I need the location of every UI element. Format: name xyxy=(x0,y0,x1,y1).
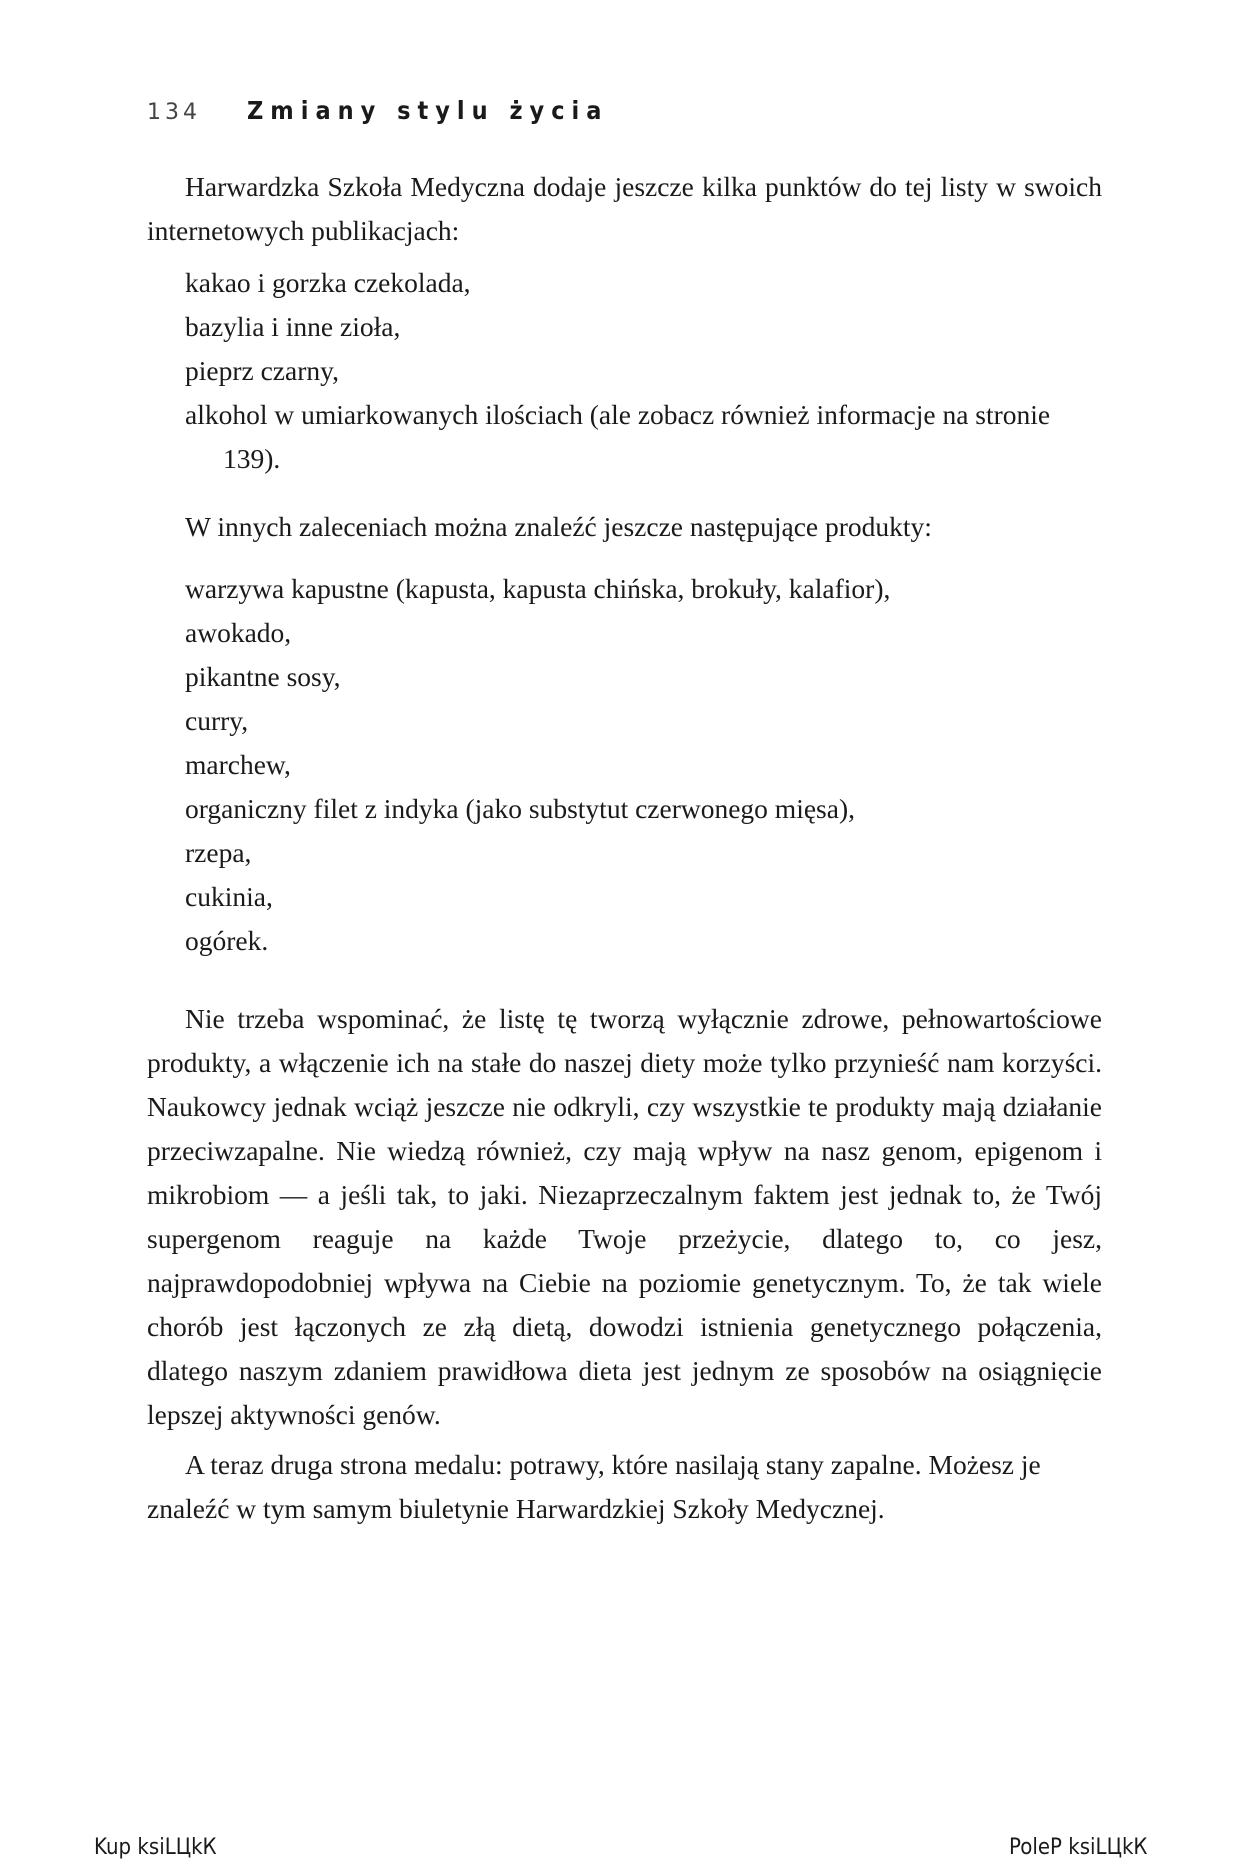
list-item: curry, xyxy=(185,705,249,736)
list-item: alkohol w umiarkowanych ilościach (ale zobacz również informacje na stronie 139). xyxy=(185,399,1051,474)
body-paragraph-2: A teraz druga strona medalu: potrawy, które nasilają stany zapalne. Możesz je znaleźć w tym samym biuletynie Harwardzkiej Szkoły Medycznej. xyxy=(147,1449,1041,1524)
list-item: pikantne sosy, xyxy=(185,661,341,692)
rate-book-link[interactable]: PoleP ksiLЦkК xyxy=(1009,1835,1148,1860)
page-header xyxy=(147,96,608,125)
list-item: rzepa, xyxy=(185,837,252,868)
intro-paragraph-1: Harwardzka Szkoła Medyczna dodaje jeszcze kilka punktów do tej listy w swoich internetowych publikacjach: xyxy=(147,171,1102,246)
buy-book-link[interactable]: Kup ksiLЦkК xyxy=(94,1835,217,1860)
list-item: warzywa kapustne (kapusta, kapusta chińska, brokuły, kalafior), xyxy=(185,573,891,604)
list-item: awokado, xyxy=(185,617,292,648)
list-item: organiczny filet z indyka (jako substytut czerwonego mięsa), xyxy=(185,793,855,824)
list-item: ogórek. xyxy=(185,925,269,956)
page-body xyxy=(147,165,1102,1531)
food-list-1 xyxy=(147,261,1102,481)
list-item: pieprz czarny, xyxy=(185,355,339,386)
body-paragraph-1: Nie trzeba wspominać, że listę tę tworzą wyłącznie zdrowe, pełnowartościowe produkty, a włączenie ich na stałe do naszej diety może tylko przynieść nam korzyści. Naukowcy jednak wciąż jeszcze nie odkryli, czy wszystkie te produkty mają działanie przeciwzapalne. Nie wiedzą również, czy mają wpływ na nasz genom, epigenom i mikrobiom — a jeśli tak, to jaki. Niezaprzeczalnym faktem jest jednak to, że Twój supergenom reaguje na każde Twoje przeżycie, dlatego to, co jesz, najprawdopodobniej wpływa na Ciebie na poziomie genetycznym. To, że tak wiele chorób jest łączonych ze złą dietą, dowodzi istnienia genetycznego połączenia, dlatego naszym zdaniem prawidłowa dieta jest jednym ze sposobów na osiągnięcie lepszej aktywności genów. xyxy=(147,1003,1102,1430)
food-list-2 xyxy=(147,567,1102,963)
intro-paragraph-2: W innych zaleceniach można znaleźć jeszcze następujące produkty: xyxy=(185,511,932,542)
list-item: bazylia i inne zioła, xyxy=(185,311,401,342)
list-item: kakao i gorzka czekolada, xyxy=(185,267,471,298)
list-item: marchew, xyxy=(185,749,291,780)
running-title: Zmiany stylu życia xyxy=(247,96,609,125)
page-number: 134 xyxy=(147,100,201,125)
list-item: cukinia, xyxy=(185,881,273,912)
